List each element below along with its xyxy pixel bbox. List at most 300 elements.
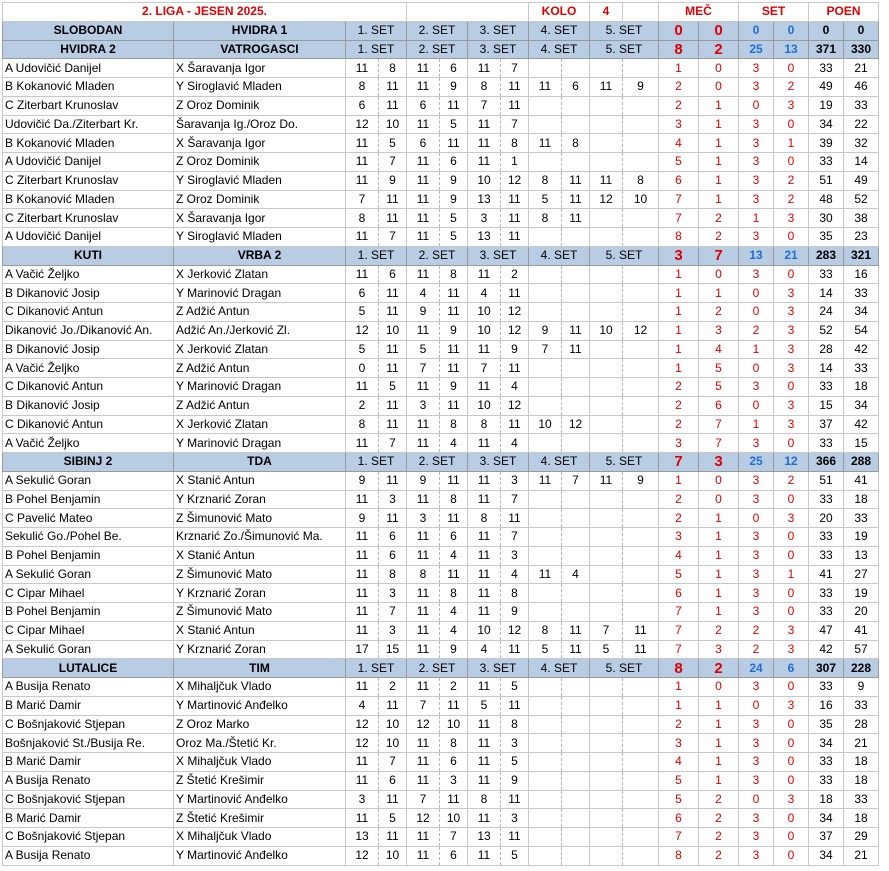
set-header: 2. SET [407,246,468,265]
home-player: C Dikanović Antun [3,415,174,434]
away-player: X Mihaljčuk Vlado [174,678,346,697]
set-score-away: 5 [440,209,468,228]
set-score-away [623,396,659,415]
set-header: 5. SET [590,453,659,472]
away-team: VATROGASCI [174,40,346,59]
set-score-away: 2 [440,678,468,697]
set-score-away: 6 [440,753,468,772]
game-poen-away: 33 [844,96,879,115]
game-poen-home: 35 [809,228,844,247]
set-score-home: 13 [468,828,501,847]
match-set-away: 13 [774,40,809,59]
set-score-home [529,771,562,790]
set-score-home: 11 [346,265,379,284]
set-score-away: 11 [562,321,590,340]
match-set-home: 13 [739,246,774,265]
game-poen-away: 32 [844,134,879,153]
home-player: C Ziterbart Krunoslav [3,96,174,115]
set-score-home: 11 [346,490,379,509]
game-set-away: 2 [774,190,809,209]
set-score-home: 11 [407,490,440,509]
set-score-away [623,828,659,847]
away-player: X Stanić Antun [174,621,346,640]
set-score-away [623,584,659,603]
game-poen-home: 19 [809,96,844,115]
set-score-away: 11 [440,696,468,715]
set-score-away: 11 [562,190,590,209]
set-score-home [529,696,562,715]
game-set-away: 0 [774,490,809,509]
set-score-away: 4 [440,621,468,640]
set-score-away: 15 [379,640,407,659]
set-score-away: 11 [501,415,529,434]
game-poen-home: 42 [809,640,844,659]
set-score-home [529,434,562,453]
game-row [3,78,879,97]
game-set-away: 3 [774,284,809,303]
game-poen-home: 34 [809,115,844,134]
game-poen-home: 33 [809,153,844,172]
game-poen-home: 14 [809,284,844,303]
set-score-away: 11 [562,340,590,359]
game-poen-home: 24 [809,303,844,322]
set-score-home: 9 [407,471,440,490]
game-set-home: 3 [739,490,774,509]
game-row [3,321,879,340]
set-score-home: 11 [346,678,379,697]
game-poen-home: 37 [809,828,844,847]
game-mec-home: 6 [659,809,699,828]
game-row [3,171,879,190]
home-player: B Dikanović Josip [3,396,174,415]
away-player: Z Adžić Antun [174,359,346,378]
results-table [2,2,879,866]
set-score-home [590,828,623,847]
set-score-away: 11 [501,359,529,378]
set-score-home [529,509,562,528]
set-score-away: 11 [501,509,529,528]
set-score-away: 9 [440,78,468,97]
game-mec-home: 2 [659,378,699,397]
set-header: 3. SET [468,453,529,472]
game-set-home: 3 [739,265,774,284]
game-set-home: 1 [739,340,774,359]
set-score-away [562,228,590,247]
game-mec-home: 4 [659,753,699,772]
home-team: SIBINJ 2 [3,453,174,472]
set-score-away: 11 [379,340,407,359]
set-score-home: 7 [529,340,562,359]
match-mec-home: 8 [659,659,699,678]
game-poen-home: 33 [809,434,844,453]
set-score-home: 11 [468,678,501,697]
set-score-away: 11 [379,471,407,490]
set-score-away: 8 [440,584,468,603]
away-team: TIM [174,659,346,678]
home-player: B Kokanović Mladen [3,78,174,97]
game-poen-home: 49 [809,78,844,97]
game-set-home: 3 [739,846,774,865]
away-player: X Stanić Antun [174,471,346,490]
game-poen-home: 37 [809,415,844,434]
set-score-home: 5 [346,340,379,359]
set-header: 2. SET [407,40,468,59]
set-score-home [529,284,562,303]
set-header: 3. SET [468,246,529,265]
set-score-home: 11 [407,771,440,790]
set-score-away: 9 [440,190,468,209]
game-set-away: 3 [774,640,809,659]
set-score-away [623,809,659,828]
set-score-away [623,153,659,172]
set-score-away: 8 [440,734,468,753]
set-score-away: 3 [501,734,529,753]
game-row [3,115,879,134]
game-poen-away: 19 [844,528,879,547]
game-mec-away: 1 [699,96,739,115]
set-score-home: 11 [468,771,501,790]
game-poen-home: 33 [809,528,844,547]
game-set-away: 0 [774,809,809,828]
set-score-home: 11 [407,153,440,172]
set-score-home: 10 [468,396,501,415]
game-set-away: 2 [774,78,809,97]
set-score-away [623,846,659,865]
game-set-away: 3 [774,790,809,809]
game-poen-home: 33 [809,603,844,622]
game-mec-away: 7 [699,415,739,434]
game-set-away: 3 [774,359,809,378]
game-set-away: 0 [774,715,809,734]
set-score-away [562,846,590,865]
game-set-home: 3 [739,153,774,172]
set-score-away: 11 [379,209,407,228]
set-score-home [590,303,623,322]
set-score-away [562,790,590,809]
game-row [3,265,879,284]
kolo-label: KOLO [529,3,590,22]
game-mec-home: 1 [659,696,699,715]
game-poen-away: 34 [844,303,879,322]
set-score-home [590,209,623,228]
game-poen-away: 42 [844,415,879,434]
game-set-away: 3 [774,96,809,115]
set-score-home: 11 [468,753,501,772]
away-player: Oroz Ma./Štetić Kr. [174,734,346,753]
home-player: Bošnjaković St./Busija Re. [3,734,174,753]
set-score-home [590,415,623,434]
game-row [3,715,879,734]
results-body [3,3,879,866]
set-score-away: 7 [379,153,407,172]
game-set-home: 0 [739,396,774,415]
set-score-away: 8 [623,171,659,190]
game-set-home: 2 [739,321,774,340]
set-score-away: 6 [379,546,407,565]
game-poen-away: 15 [844,434,879,453]
game-set-home: 3 [739,434,774,453]
game-poen-home: 14 [809,359,844,378]
game-mec-away: 3 [699,640,739,659]
game-mec-home: 6 [659,171,699,190]
set-score-away: 12 [501,171,529,190]
set-score-away [623,753,659,772]
set-score-home: 11 [407,678,440,697]
set-score-home [590,115,623,134]
game-poen-away: 54 [844,321,879,340]
set-score-home: 12 [407,809,440,828]
away-player: Adžić An./Jerković Zl. [174,321,346,340]
set-score-away: 6 [440,59,468,78]
title-gap [623,3,659,22]
set-score-away [623,340,659,359]
home-player: C Dikanović Antun [3,303,174,322]
set-score-away [562,396,590,415]
game-row [3,678,879,697]
set-score-away: 11 [501,96,529,115]
home-player: B Marić Damir [3,753,174,772]
set-score-away [623,434,659,453]
game-poen-home: 51 [809,171,844,190]
game-set-away: 0 [774,846,809,865]
game-poen-home: 34 [809,734,844,753]
set-score-home: 11 [468,490,501,509]
game-mec-away: 1 [699,734,739,753]
set-score-home: 17 [346,640,379,659]
game-set-away: 3 [774,621,809,640]
set-header: 5. SET [590,246,659,265]
set-score-home: 8 [346,78,379,97]
game-set-away: 0 [774,828,809,847]
set-score-away: 7 [440,828,468,847]
game-set-away: 2 [774,171,809,190]
set-score-away [623,134,659,153]
match-poen-away: 321 [844,246,879,265]
set-header: 3. SET [468,40,529,59]
set-score-away: 8 [501,715,529,734]
set-score-away: 3 [440,771,468,790]
set-score-home [590,790,623,809]
game-mec-away: 1 [699,528,739,547]
set-score-away: 11 [379,284,407,303]
game-mec-home: 3 [659,734,699,753]
set-score-home: 9 [529,321,562,340]
game-poen-away: 18 [844,490,879,509]
home-team: LUTALICE [3,659,174,678]
game-mec-home: 7 [659,190,699,209]
set-header: 4. SET [529,246,590,265]
set-header: 5. SET [590,40,659,59]
set-score-home [590,509,623,528]
set-score-home: 11 [468,528,501,547]
set-score-away [562,265,590,284]
game-row [3,415,879,434]
home-team: SLOBODAN [3,21,174,40]
set-score-away: 4 [440,546,468,565]
set-score-home: 11 [407,190,440,209]
game-mec-away: 5 [699,378,739,397]
home-player: A Sekulić Goran [3,471,174,490]
game-set-away: 0 [774,546,809,565]
game-set-home: 0 [739,303,774,322]
game-row [3,528,879,547]
set-score-away: 7 [501,115,529,134]
game-poen-home: 33 [809,59,844,78]
away-player: Z Adžić Antun [174,396,346,415]
game-set-home: 3 [739,59,774,78]
set-score-home [590,490,623,509]
set-score-home: 8 [407,565,440,584]
set-score-home: 11 [468,340,501,359]
game-poen-home: 33 [809,265,844,284]
game-set-away: 0 [774,228,809,247]
set-score-away: 6 [379,528,407,547]
set-score-away: 6 [562,78,590,97]
game-set-home: 3 [739,528,774,547]
set-score-away [562,546,590,565]
game-mec-home: 1 [659,284,699,303]
set-score-home [529,303,562,322]
home-player: B Pohel Benjamin [3,490,174,509]
set-score-home: 11 [468,434,501,453]
game-set-away: 0 [774,265,809,284]
away-player: Y Siroglavić Mladen [174,78,346,97]
match-set-home: 25 [739,453,774,472]
set-score-home [529,546,562,565]
set-score-away: 11 [501,790,529,809]
game-mec-away: 5 [699,359,739,378]
set-score-away [623,303,659,322]
game-mec-home: 4 [659,134,699,153]
game-mec-home: 6 [659,584,699,603]
set-score-away: 11 [379,78,407,97]
set-score-away: 5 [501,678,529,697]
game-set-home: 3 [739,734,774,753]
game-poen-away: 29 [844,828,879,847]
set-score-home [590,378,623,397]
set-score-away: 11 [379,303,407,322]
set-score-home: 4 [468,640,501,659]
set-score-away [562,434,590,453]
set-score-away [623,359,659,378]
set-score-home: 11 [407,115,440,134]
set-score-home: 11 [346,434,379,453]
set-score-home: 12 [590,190,623,209]
set-score-home: 12 [346,321,379,340]
set-score-home [590,546,623,565]
set-score-home: 8 [529,621,562,640]
home-player: B Dikanović Josip [3,284,174,303]
game-row [3,359,879,378]
home-player: B Dikanović Josip [3,340,174,359]
set-header: 1. SET [346,453,407,472]
set-score-away: 1 [501,153,529,172]
match-poen-home: 0 [809,21,844,40]
set-score-home: 7 [407,696,440,715]
set-score-away: 11 [562,640,590,659]
set-score-home [590,809,623,828]
set-score-away [623,546,659,565]
home-player: C Ziterbart Krunoslav [3,209,174,228]
set-score-home: 11 [407,846,440,865]
match-set-away: 12 [774,453,809,472]
set-score-away: 10 [379,115,407,134]
set-score-away: 5 [501,846,529,865]
set-header: 3. SET [468,21,529,40]
set-score-away: 11 [379,415,407,434]
away-player: Y Siroglavić Mladen [174,171,346,190]
set-score-away [562,490,590,509]
game-poen-home: 33 [809,678,844,697]
set-score-away [623,415,659,434]
set-score-home: 11 [407,209,440,228]
set-score-home [529,734,562,753]
game-mec-home: 8 [659,228,699,247]
home-player: C Bošnjaković Stjepan [3,715,174,734]
game-mec-home: 5 [659,771,699,790]
set-score-away: 9 [440,321,468,340]
set-score-away: 4 [501,565,529,584]
game-poen-away: 18 [844,771,879,790]
kolo-value: 4 [590,3,623,22]
set-score-away: 5 [379,809,407,828]
game-set-away: 0 [774,584,809,603]
game-mec-home: 2 [659,509,699,528]
match-poen-away: 228 [844,659,879,678]
away-player: Y Marinović Dragan [174,284,346,303]
set-score-home: 3 [346,790,379,809]
set-score-away: 11 [379,96,407,115]
set-score-away: 10 [379,321,407,340]
set-score-home [590,265,623,284]
set-score-home: 5 [529,190,562,209]
game-row [3,471,879,490]
set-score-home [590,753,623,772]
game-poen-away: 21 [844,846,879,865]
game-mec-away: 1 [699,134,739,153]
game-poen-away: 9 [844,678,879,697]
set-score-home [529,790,562,809]
set-score-home: 10 [468,303,501,322]
game-mec-away: 2 [699,228,739,247]
game-set-home: 3 [739,715,774,734]
set-score-away [562,828,590,847]
set-score-home: 11 [407,265,440,284]
game-row [3,190,879,209]
set-score-away [623,790,659,809]
set-score-away [562,59,590,78]
set-score-home [590,59,623,78]
game-set-home: 3 [739,115,774,134]
set-score-away: 11 [440,303,468,322]
away-player: Z Oroz Dominik [174,96,346,115]
set-score-home: 7 [346,190,379,209]
home-player: B Marić Damir [3,809,174,828]
set-score-away: 6 [440,846,468,865]
set-score-away: 10 [379,734,407,753]
set-score-away: 12 [623,321,659,340]
game-mec-home: 1 [659,265,699,284]
set-score-away: 5 [379,378,407,397]
set-score-home: 11 [407,734,440,753]
home-player: B Kokanović Mladen [3,190,174,209]
game-poen-away: 38 [844,209,879,228]
game-set-home: 3 [739,584,774,603]
set-score-away: 11 [379,359,407,378]
set-score-home: 11 [346,809,379,828]
away-player: Y Siroglavić Mladen [174,228,346,247]
game-mec-home: 1 [659,321,699,340]
